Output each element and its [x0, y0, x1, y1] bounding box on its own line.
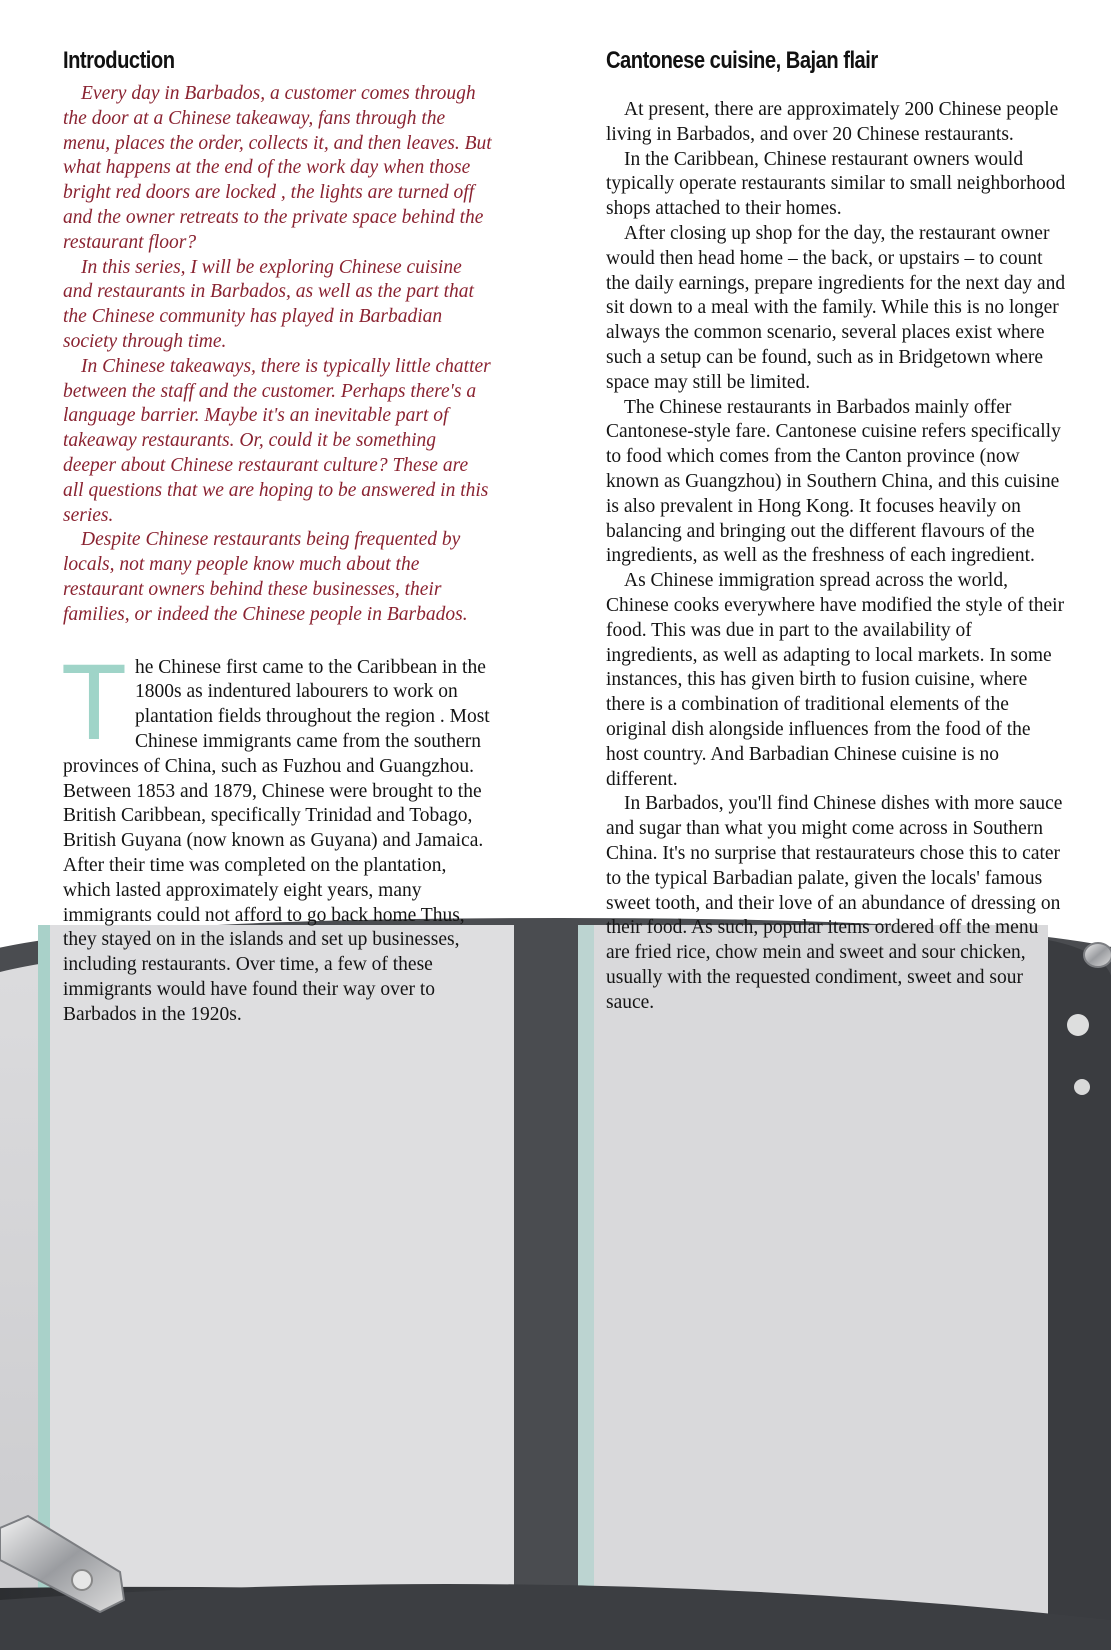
intro-paragraph: In Chinese takeaways, there is typically little chatter between the staff and the customer. Perhaps there's a language barrier. Maybe it's an inevitable part of takeaway restaurants. Or, could it be something deeper about Chinese restaurant culture? These are all questions that we are hoping to be answered in this series.: [63, 355, 491, 526]
left-column: [63, 46, 493, 1027]
left-panel-accent: [38, 925, 50, 1625]
body-paragraph: As Chinese immigration spread across the world, Chinese cooks everywhere have modified the style of their food. This was due in part to the availability of ingredients, as well as adapting to local markets. In some instances, this has given birth to fusion cuisine, where there is a combination of traditional elements of the original dish alongside influences from the food of the host country. And Barbadian Chinese cuisine is no different.: [606, 570, 1065, 790]
history-paragraph: he Chinese first came to the Caribbean in the 1800s as indentured labourers to work on plantation fields throughout the region . Most Chinese immigrants came from the southern provinces of China, such as Fuzhou and Guangzhou. Between 1853 and 1879, Chinese were brought to the British Caribbean, specifically Trinidad and Tobago, British Guyana (now known as Guyana) and Jamaica. After their time was completed on the plantation, which lasted approximately eight years, many immigrants could not afford to go back home Thus, they stayed on in the islands and set up businesses, including restaurants. Over time, a few of these immigrants would have found their way over to Barbados in the 1920s.: [63, 656, 490, 1025]
center-divider: [514, 925, 578, 1650]
right-panel-accent: [578, 925, 594, 1650]
intro-paragraph: Every day in Barbados, a customer comes through the door at a Chinese takeaway, fans through the menu, places the order, collects it, and then leaves. But what happens at the end of the work day when those bright red doors are locked , the lights are turned off and the owner retreats to the private space behind the restaurant floor?: [63, 83, 492, 253]
right-column: [606, 46, 1066, 1015]
intro-heading: Introduction: [63, 47, 175, 74]
body-paragraph: At present, there are approximately 200 Chinese people living in Barbados, and over 20 Chinese restaurants.: [606, 99, 1059, 145]
right-text-panel: [578, 925, 1048, 1650]
history-section: [61, 640, 493, 1028]
left-text-panel: [38, 925, 514, 1650]
intro-paragraph: Despite Chinese restaurants being frequented by locals, not many people know much about the restaurant owners behind these businesses, their families, or indeed the Chinese people in Barbados.: [63, 529, 468, 625]
intro-paragraph: In this series, I will be exploring Chinese cuisine and restaurants in Barbados, as well as the part that the Chinese community has played in Barbadian society through time.: [63, 256, 474, 352]
cantonese-section: [606, 98, 1066, 1015]
cantonese-heading: Cantonese cuisine, Bajan flair: [606, 47, 878, 74]
body-paragraph: In Barbados, you'll find Chinese dishes with more sauce and sugar than what you might come across in Southern China. It's no surprise that restaurateurs chose this to cater to the typical Barbadian palate, given the locals' famous sweet tooth, and their love of an abundance of dressing on their food. As such, popular items ordered off the menu are fried rice, chow mein and sweet and sour chicken, usually with the requested condiment, sweet and sour sauce.: [606, 793, 1063, 1013]
body-paragraph: In the Caribbean, Chinese restaurant owners would typically operate restaurants similar to small neighborhood shops attached to their homes.: [606, 148, 1066, 220]
drop-cap: T: [61, 640, 127, 762]
body-paragraph: The Chinese restaurants in Barbados mainly offer Cantonese-style fare. Cantonese cuisine refers specifically to food which comes from the Canton province (now known as Guangzhou) in Southern China, and this cuisine is also prevalent in Hong Kong. It focuses heavily on balancing and bringing out the different flavours of the ingredients, as well as the freshness of each ingredient.: [606, 396, 1061, 567]
wok-right-rim: [1048, 940, 1111, 1650]
body-paragraph: After closing up shop for the day, the restaurant owner would then head home – the back, or upstairs – to count the daily earnings, prepare ingredients for the next day and sit down to a meal with the family. While this is no longer always the common scenario, several places exist where such a setup can be found, such as in Bridgetown where space may still be limited.: [606, 222, 1066, 393]
intro-block: [63, 82, 493, 628]
